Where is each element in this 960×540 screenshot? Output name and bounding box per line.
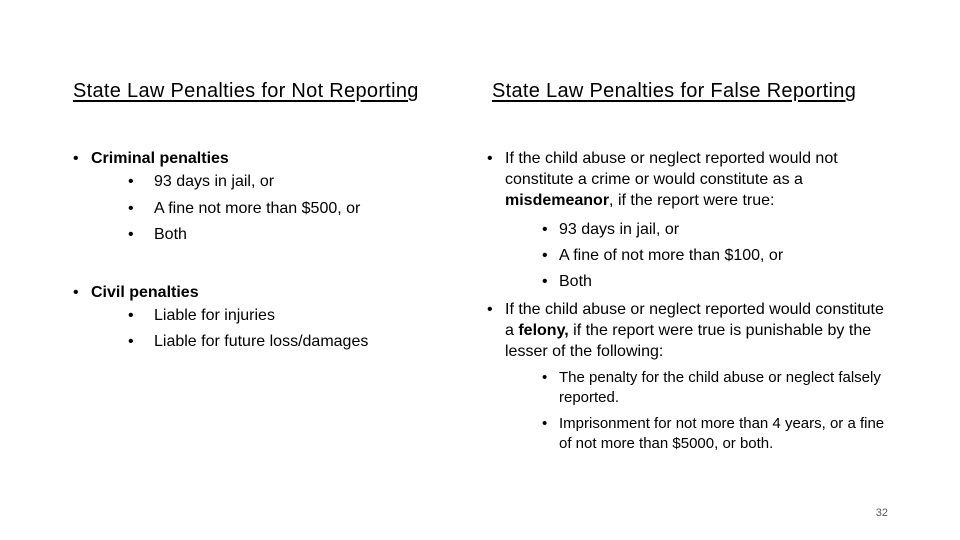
civil-penalties-title: Civil penalties	[91, 283, 199, 301]
felony-text-after: if the report were true is punishable by the lesser of the following:	[505, 322, 872, 360]
civil-penalties-sublist	[91, 303, 453, 356]
list-item: • Both	[505, 269, 887, 295]
not-reporting-list	[73, 148, 453, 356]
list-item: • Liable for injuries	[91, 303, 453, 330]
misdemeanor-sublist	[505, 217, 887, 295]
misdemeanor-item	[487, 148, 887, 295]
criminal-penalties-title: Criminal penalties	[91, 150, 229, 167]
criminal-penalties-item	[73, 148, 453, 249]
list-item: • 93 days in jail, or	[505, 217, 887, 243]
felony-text-before: If the child abuse or neglect reported would constitute a	[505, 301, 884, 339]
misdemeanor-bold: misdemeanor	[505, 192, 610, 209]
list-item: • A fine of not more than $100, or	[505, 243, 887, 269]
false-reporting-list	[487, 148, 887, 460]
list-item: • 93 days in jail, or	[91, 169, 453, 196]
list-item: • Imprisonment for not more than 4 years, or a fine of not more than $5000, or both.	[505, 414, 887, 454]
left-heading: State Law Penalties for Not Reporting	[73, 80, 419, 102]
felony-sublist	[505, 368, 887, 454]
civil-penalties-item	[73, 282, 453, 356]
list-item: • Liable for future loss/damages	[91, 329, 453, 356]
criminal-penalties-sublist	[91, 169, 453, 249]
right-heading: State Law Penalties for False Reporting	[492, 80, 857, 102]
felony-item	[487, 299, 887, 454]
list-item: • A fine not more than $500, or	[91, 196, 453, 223]
list-item: • Both	[91, 222, 453, 249]
slide-number: 32	[875, 507, 888, 519]
misdemeanor-text-after: , if the report were true:	[609, 192, 775, 209]
list-item: • The penalty for the child abuse or neglect falsely reported.	[505, 368, 887, 408]
misdemeanor-text-before: If the child abuse or neglect reported would not constitute a crime or would constitute as a	[505, 150, 838, 188]
felony-bold: felony,	[518, 322, 569, 339]
